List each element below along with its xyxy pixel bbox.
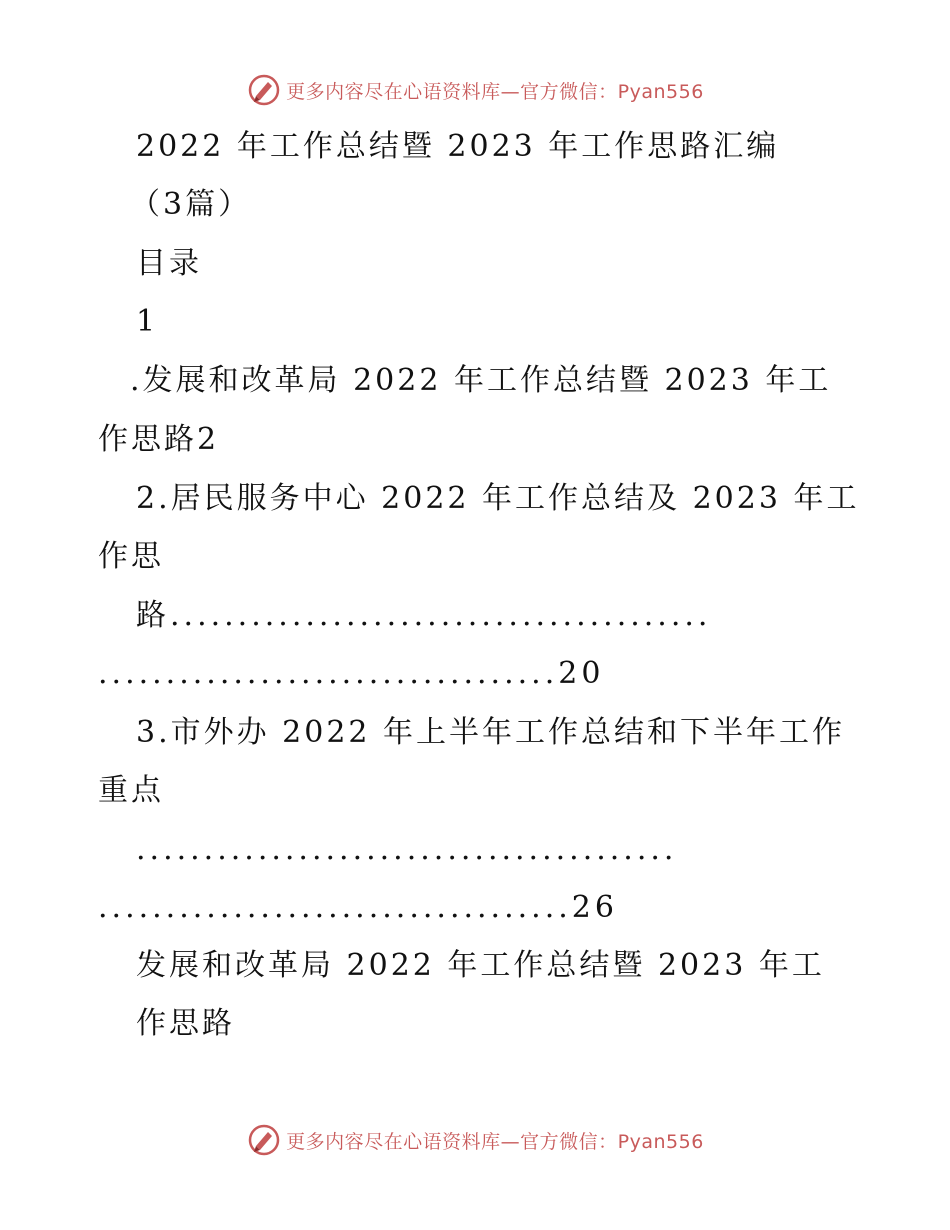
header-banner	[0, 70, 950, 110]
section-title-line2: 作思路	[136, 1006, 235, 1041]
toc-item-1-line3[interactable]: 作思路2	[98, 422, 220, 457]
toc-item-2-line4[interactable]: ..................................20	[98, 656, 605, 691]
toc-item-3-line3[interactable]: ........................................	[136, 832, 678, 867]
toc-item-2-line2[interactable]: 作思	[98, 539, 164, 574]
toc-item-3-line4[interactable]: ...................................26	[98, 890, 618, 925]
section-title-line1: 发展和改革局 2022 年工作总结暨 2023 年工	[136, 948, 825, 983]
banner-text: 更多内容尽在心语资料库—官方微信：Pyan556	[286, 80, 704, 103]
pen-logo-icon	[246, 1122, 282, 1158]
toc-item-2-line1[interactable]: 2.居民服务中心 2022 年工作总结及 2023 年工	[136, 481, 860, 516]
document-title-line1: 2022 年工作总结暨 2023 年工作思路汇编	[136, 129, 780, 164]
toc-item-1-line2[interactable]: .发展和改革局 2022 年工作总结暨 2023 年工	[130, 363, 832, 398]
document-title-line2: （3篇）	[130, 187, 252, 222]
toc-item-3-line1[interactable]: 3.市外办 2022 年上半年工作总结和下半年工作	[136, 715, 846, 750]
banner-text: 更多内容尽在心语资料库—官方微信：Pyan556	[286, 1130, 704, 1153]
toc-item-1-line1[interactable]: 1	[136, 304, 159, 339]
footer-banner	[0, 1120, 950, 1160]
toc-heading: 目录	[136, 246, 202, 281]
pen-logo-icon	[246, 72, 282, 108]
toc-item-2-line3[interactable]: 路........................................	[136, 598, 712, 633]
toc-item-3-line2[interactable]: 重点	[98, 773, 164, 808]
